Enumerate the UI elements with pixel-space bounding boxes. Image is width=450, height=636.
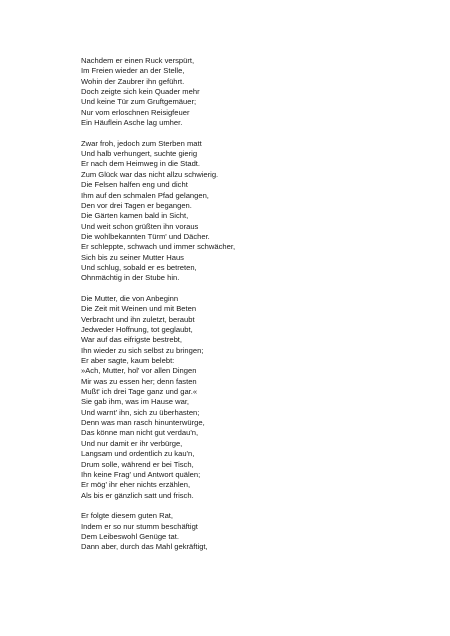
poem-line: Das könne man nicht gut verdau'n, [81, 428, 199, 438]
poem-line: Er mög' ihr eher nichts erzählen, [81, 480, 191, 490]
poem-line: Zum Glück war das nicht allzu schwierig. [81, 169, 219, 179]
poem-line: Und weit schon grüßten ihn voraus [81, 221, 199, 231]
poem-line: Er aber sagte, kaum belebt: [81, 356, 175, 366]
poem-text [81, 56, 381, 563]
poem-line: Ihn wieder zu sich selbst zu bringen; [81, 345, 204, 355]
poem-line: Nur vom erloschnen Reisigfeuer [81, 107, 190, 117]
poem-line: Im Freien wieder an der Stelle, [81, 66, 185, 76]
poem-line: Langsam und ordentlich zu kau'n, [81, 449, 195, 459]
poem-line: Er schleppte, schwach und immer schwächer, [81, 242, 236, 252]
poem-line: Jedweder Hoffnung, tot geglaubt, [81, 325, 193, 335]
poem-line: War auf das eifrigste bestrebt, [81, 335, 183, 345]
poem-line: Ein Häuflein Asche lag umher. [81, 118, 183, 128]
poem-line: Sich bis zu seiner Mutter Haus [81, 252, 184, 262]
poem-line: Ihn keine Frag' und Antwort quälen; [81, 469, 201, 479]
poem-line: Ihm auf den schmalen Pfad gelangen, [81, 190, 209, 200]
poem-line: Die wohlbekannten Türm' und Dächer. [81, 231, 210, 241]
poem-line: Mir was zu essen her; denn fasten [81, 376, 197, 386]
poem-line: Dem Leibeswohl Genüge tat. [81, 531, 179, 541]
poem-line: Mußt' ich drei Tage ganz und gar.« [81, 387, 198, 397]
poem-line: Ohnmächtig in der Stube hin. [81, 273, 180, 283]
poem-line: Indem er so nur stumm beschäftigt [81, 521, 198, 531]
poem-line: Und nur damit er ihr verbürge, [81, 438, 183, 448]
poem-line: Sie gab ihm, was im Hause war, [81, 397, 190, 407]
poem-line: Denn was man rasch hinunterwürge, [81, 418, 205, 428]
stanza [81, 294, 381, 501]
poem-line: Zwar froh, jedoch zum Sterben matt [81, 138, 202, 148]
poem-line: Er nach dem Heimweg in die Stadt. [81, 159, 201, 169]
stanza [81, 139, 381, 284]
poem-line: Doch zeigte sich kein Quader mehr [81, 87, 200, 97]
poem-line: Als bis er gänzlich satt und frisch. [81, 490, 194, 500]
poem-line: Die Zeit mit Weinen und mit Beten [81, 304, 197, 314]
stanza [81, 511, 381, 552]
poem-line: Und halb verhungert, suchte gierig [81, 149, 198, 159]
poem-line: Und keine Tür zum Gruftgemäuer; [81, 97, 197, 107]
poem-line: Nachdem er einen Ruck verspürt, [81, 56, 195, 65]
poem-line: »Ach, Mutter, hol' vor allen Dingen [81, 366, 197, 376]
poem-line: Er folgte diesem guten Rat, [81, 511, 174, 521]
stanza [81, 56, 381, 128]
poem-line: Und schlug, sobald er es betreten, [81, 262, 197, 272]
poem-line: Die Mutter, die von Anbeginn [81, 294, 179, 303]
poem-line: Die Gärten kamen bald in Sicht, [81, 211, 189, 221]
poem-line: Den vor drei Tagen er begangen. [81, 200, 192, 210]
poem-line: Wohin der Zaubrer ihn geführt. [81, 76, 185, 86]
poem-line: Dann aber, durch das Mahl gekräftigt, [81, 542, 208, 552]
poem-line: Und warnt' ihn, sich zu überhasten; [81, 407, 200, 417]
poem-line: Die Felsen halfen eng und dicht [81, 180, 188, 190]
poem-line: Drum solle, während er bei Tisch, [81, 459, 194, 469]
poem-line: Verbracht und ihn zuletzt, beraubt [81, 314, 195, 324]
